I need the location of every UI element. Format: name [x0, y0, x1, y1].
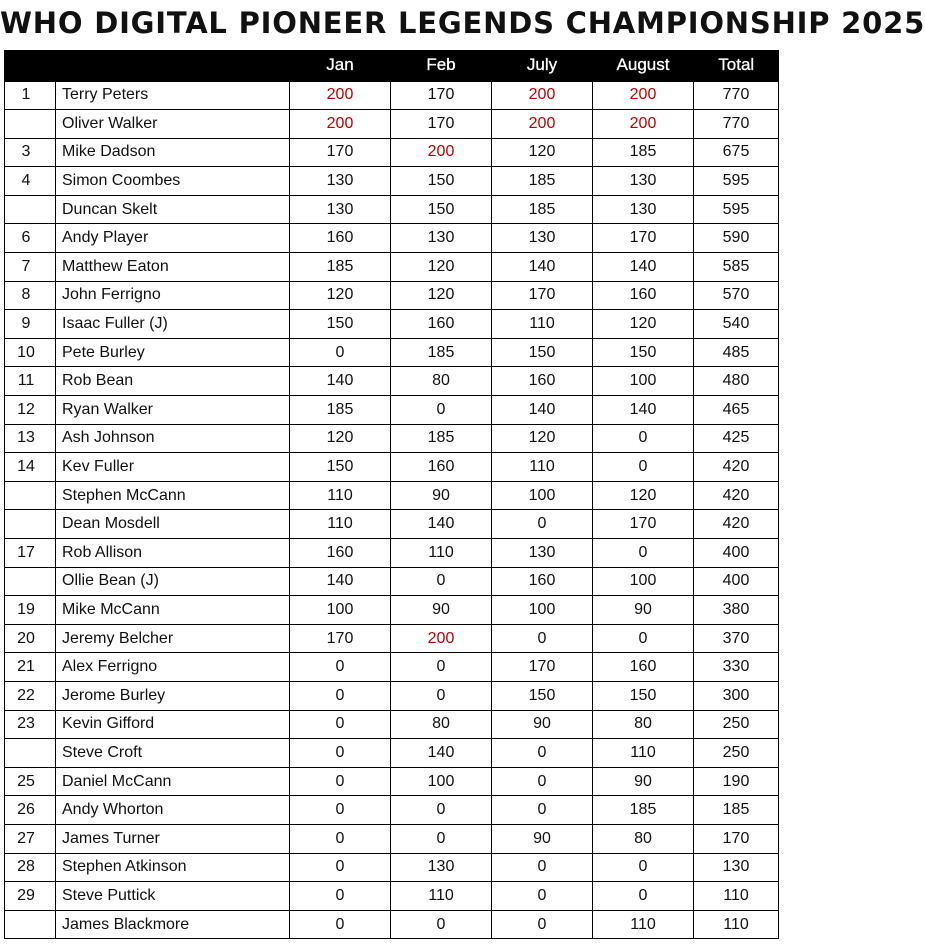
- jan-score-cell: 185: [290, 253, 391, 282]
- august-score-cell: 150: [593, 338, 694, 367]
- feb-score-cell: 0: [391, 910, 492, 939]
- name-cell: John Ferrigno: [56, 281, 290, 310]
- feb-score-cell: 100: [391, 767, 492, 796]
- august-score-cell: 170: [593, 224, 694, 253]
- august-score-cell: 0: [593, 539, 694, 568]
- table-row: [5, 195, 779, 224]
- name-cell: James Turner: [56, 824, 290, 853]
- feb-score-cell: 80: [391, 710, 492, 739]
- name-cell: Stephen Atkinson: [56, 853, 290, 882]
- table-row: [5, 510, 779, 539]
- jan-score-cell: 0: [290, 767, 391, 796]
- total-cell: 400: [694, 539, 779, 568]
- feb-score-cell: 130: [391, 224, 492, 253]
- position-cell: 1: [5, 81, 56, 110]
- jan-score-cell: 170: [290, 138, 391, 167]
- table-row: [5, 224, 779, 253]
- feb-score-cell: 140: [391, 739, 492, 768]
- july-score-cell: 150: [492, 681, 593, 710]
- table-row: [5, 481, 779, 510]
- position-cell: 9: [5, 310, 56, 339]
- august-score-cell: 185: [593, 796, 694, 825]
- name-cell: Pete Burley: [56, 338, 290, 367]
- table-row: [5, 539, 779, 568]
- name-cell: Andy Whorton: [56, 796, 290, 825]
- july-score-cell: 0: [492, 739, 593, 768]
- jan-score-cell: 140: [290, 567, 391, 596]
- table-row: [5, 739, 779, 768]
- august-score-cell: 0: [593, 424, 694, 453]
- column-header-position: [5, 50, 56, 81]
- position-cell: [5, 567, 56, 596]
- table-row: [5, 624, 779, 653]
- july-score-cell: 0: [492, 510, 593, 539]
- total-cell: 425: [694, 424, 779, 453]
- total-cell: 585: [694, 253, 779, 282]
- name-cell: Terry Peters: [56, 81, 290, 110]
- total-cell: 190: [694, 767, 779, 796]
- position-cell: 14: [5, 453, 56, 482]
- total-cell: 250: [694, 739, 779, 768]
- july-score-cell: 200: [492, 110, 593, 139]
- position-cell: 6: [5, 224, 56, 253]
- july-score-cell: 120: [492, 424, 593, 453]
- total-cell: 590: [694, 224, 779, 253]
- jan-score-cell: 160: [290, 224, 391, 253]
- jan-score-cell: 150: [290, 453, 391, 482]
- july-score-cell: 90: [492, 710, 593, 739]
- position-cell: 19: [5, 596, 56, 625]
- position-cell: 11: [5, 367, 56, 396]
- table-row: [5, 81, 779, 110]
- name-cell: Mike Dadson: [56, 138, 290, 167]
- jan-score-cell: 100: [290, 596, 391, 625]
- total-cell: 770: [694, 81, 779, 110]
- position-cell: 26: [5, 796, 56, 825]
- standings-table: [4, 50, 779, 939]
- feb-score-cell: 170: [391, 81, 492, 110]
- column-header-july: July: [492, 50, 593, 81]
- feb-score-cell: 160: [391, 453, 492, 482]
- position-cell: 13: [5, 424, 56, 453]
- table-row: [5, 796, 779, 825]
- position-cell: 4: [5, 167, 56, 196]
- july-score-cell: 110: [492, 310, 593, 339]
- jan-score-cell: 0: [290, 710, 391, 739]
- position-cell: 10: [5, 338, 56, 367]
- total-cell: 570: [694, 281, 779, 310]
- july-score-cell: 90: [492, 824, 593, 853]
- july-score-cell: 140: [492, 396, 593, 425]
- total-cell: 380: [694, 596, 779, 625]
- jan-score-cell: 0: [290, 910, 391, 939]
- total-cell: 420: [694, 481, 779, 510]
- table-row: [5, 596, 779, 625]
- column-header-august: August: [593, 50, 694, 81]
- total-cell: 595: [694, 195, 779, 224]
- name-cell: Duncan Skelt: [56, 195, 290, 224]
- august-score-cell: 110: [593, 739, 694, 768]
- position-cell: 28: [5, 853, 56, 882]
- feb-score-cell: 120: [391, 253, 492, 282]
- august-score-cell: 170: [593, 510, 694, 539]
- july-score-cell: 0: [492, 767, 593, 796]
- feb-score-cell: 185: [391, 424, 492, 453]
- name-cell: Rob Bean: [56, 367, 290, 396]
- july-score-cell: 185: [492, 167, 593, 196]
- jan-score-cell: 200: [290, 110, 391, 139]
- jan-score-cell: 110: [290, 510, 391, 539]
- position-cell: [5, 910, 56, 939]
- jan-score-cell: 0: [290, 653, 391, 682]
- name-cell: Matthew Eaton: [56, 253, 290, 282]
- position-cell: [5, 481, 56, 510]
- table-header: [5, 50, 779, 81]
- total-cell: 770: [694, 110, 779, 139]
- july-score-cell: 130: [492, 224, 593, 253]
- feb-score-cell: 150: [391, 195, 492, 224]
- table-row: [5, 110, 779, 139]
- august-score-cell: 185: [593, 138, 694, 167]
- total-cell: 250: [694, 710, 779, 739]
- july-score-cell: 110: [492, 453, 593, 482]
- position-cell: 17: [5, 539, 56, 568]
- august-score-cell: 150: [593, 681, 694, 710]
- table-row: [5, 853, 779, 882]
- name-cell: Andy Player: [56, 224, 290, 253]
- jan-score-cell: 0: [290, 681, 391, 710]
- total-cell: 400: [694, 567, 779, 596]
- august-score-cell: 80: [593, 710, 694, 739]
- feb-score-cell: 90: [391, 596, 492, 625]
- august-score-cell: 160: [593, 653, 694, 682]
- feb-score-cell: 160: [391, 310, 492, 339]
- jan-score-cell: 0: [290, 824, 391, 853]
- table-row: [5, 253, 779, 282]
- table-row: [5, 138, 779, 167]
- name-cell: Simon Coombes: [56, 167, 290, 196]
- feb-score-cell: 0: [391, 653, 492, 682]
- july-score-cell: 0: [492, 853, 593, 882]
- name-cell: Kevin Gifford: [56, 710, 290, 739]
- jan-score-cell: 130: [290, 195, 391, 224]
- position-cell: [5, 510, 56, 539]
- jan-score-cell: 200: [290, 81, 391, 110]
- jan-score-cell: 0: [290, 739, 391, 768]
- table-row: [5, 396, 779, 425]
- total-cell: 370: [694, 624, 779, 653]
- august-score-cell: 120: [593, 310, 694, 339]
- position-cell: 21: [5, 653, 56, 682]
- column-header-jan: Jan: [290, 50, 391, 81]
- total-cell: 480: [694, 367, 779, 396]
- feb-score-cell: 110: [391, 539, 492, 568]
- august-score-cell: 90: [593, 596, 694, 625]
- august-score-cell: 80: [593, 824, 694, 853]
- table-row: [5, 310, 779, 339]
- name-cell: Ryan Walker: [56, 396, 290, 425]
- table-row: [5, 710, 779, 739]
- feb-score-cell: 0: [391, 681, 492, 710]
- name-cell: Alex Ferrigno: [56, 653, 290, 682]
- position-cell: 7: [5, 253, 56, 282]
- feb-score-cell: 150: [391, 167, 492, 196]
- july-score-cell: 170: [492, 653, 593, 682]
- august-score-cell: 0: [593, 853, 694, 882]
- august-score-cell: 140: [593, 253, 694, 282]
- table-row: [5, 567, 779, 596]
- table-row: [5, 767, 779, 796]
- column-header-feb: Feb: [391, 50, 492, 81]
- jan-score-cell: 0: [290, 853, 391, 882]
- name-cell: Steve Puttick: [56, 882, 290, 911]
- total-cell: 420: [694, 510, 779, 539]
- table-row: [5, 882, 779, 911]
- position-cell: 29: [5, 882, 56, 911]
- name-cell: Isaac Fuller (J): [56, 310, 290, 339]
- column-header-name: [56, 50, 290, 81]
- august-score-cell: 130: [593, 195, 694, 224]
- jan-score-cell: 185: [290, 396, 391, 425]
- july-score-cell: 200: [492, 81, 593, 110]
- position-cell: 20: [5, 624, 56, 653]
- feb-score-cell: 185: [391, 338, 492, 367]
- july-score-cell: 0: [492, 882, 593, 911]
- august-score-cell: 90: [593, 767, 694, 796]
- july-score-cell: 170: [492, 281, 593, 310]
- august-score-cell: 0: [593, 882, 694, 911]
- table-row: [5, 453, 779, 482]
- table-row: [5, 338, 779, 367]
- july-score-cell: 100: [492, 596, 593, 625]
- table-row: [5, 281, 779, 310]
- table-body: [5, 81, 779, 939]
- position-cell: [5, 739, 56, 768]
- table-row: [5, 910, 779, 939]
- name-cell: Mike McCann: [56, 596, 290, 625]
- position-cell: [5, 195, 56, 224]
- position-cell: 27: [5, 824, 56, 853]
- jan-score-cell: 120: [290, 424, 391, 453]
- july-score-cell: 120: [492, 138, 593, 167]
- feb-score-cell: 0: [391, 567, 492, 596]
- august-score-cell: 0: [593, 624, 694, 653]
- name-cell: Steve Croft: [56, 739, 290, 768]
- july-score-cell: 0: [492, 796, 593, 825]
- august-score-cell: 140: [593, 396, 694, 425]
- table-row: [5, 424, 779, 453]
- position-cell: [5, 110, 56, 139]
- total-cell: 540: [694, 310, 779, 339]
- feb-score-cell: 200: [391, 624, 492, 653]
- header-row: [5, 50, 779, 81]
- august-score-cell: 160: [593, 281, 694, 310]
- feb-score-cell: 140: [391, 510, 492, 539]
- feb-score-cell: 200: [391, 138, 492, 167]
- july-score-cell: 130: [492, 539, 593, 568]
- july-score-cell: 0: [492, 910, 593, 939]
- name-cell: Kev Fuller: [56, 453, 290, 482]
- total-cell: 330: [694, 653, 779, 682]
- column-header-total: Total: [694, 50, 779, 81]
- table-row: [5, 653, 779, 682]
- position-cell: 25: [5, 767, 56, 796]
- position-cell: 8: [5, 281, 56, 310]
- jan-score-cell: 0: [290, 882, 391, 911]
- name-cell: Jeremy Belcher: [56, 624, 290, 653]
- position-cell: 12: [5, 396, 56, 425]
- feb-score-cell: 0: [391, 824, 492, 853]
- jan-score-cell: 160: [290, 539, 391, 568]
- august-score-cell: 100: [593, 567, 694, 596]
- jan-score-cell: 150: [290, 310, 391, 339]
- name-cell: Oliver Walker: [56, 110, 290, 139]
- total-cell: 595: [694, 167, 779, 196]
- jan-score-cell: 140: [290, 367, 391, 396]
- total-cell: 170: [694, 824, 779, 853]
- july-score-cell: 100: [492, 481, 593, 510]
- total-cell: 485: [694, 338, 779, 367]
- feb-score-cell: 170: [391, 110, 492, 139]
- total-cell: 110: [694, 910, 779, 939]
- feb-score-cell: 0: [391, 396, 492, 425]
- total-cell: 420: [694, 453, 779, 482]
- july-score-cell: 0: [492, 624, 593, 653]
- feb-score-cell: 110: [391, 882, 492, 911]
- name-cell: Ollie Bean (J): [56, 567, 290, 596]
- name-cell: Dean Mosdell: [56, 510, 290, 539]
- jan-score-cell: 0: [290, 796, 391, 825]
- table-row: [5, 681, 779, 710]
- july-score-cell: 160: [492, 367, 593, 396]
- jan-score-cell: 0: [290, 338, 391, 367]
- table-row: [5, 167, 779, 196]
- total-cell: 110: [694, 882, 779, 911]
- position-cell: 3: [5, 138, 56, 167]
- total-cell: 300: [694, 681, 779, 710]
- august-score-cell: 0: [593, 453, 694, 482]
- feb-score-cell: 130: [391, 853, 492, 882]
- jan-score-cell: 110: [290, 481, 391, 510]
- feb-score-cell: 120: [391, 281, 492, 310]
- name-cell: James Blackmore: [56, 910, 290, 939]
- august-score-cell: 200: [593, 110, 694, 139]
- jan-score-cell: 170: [290, 624, 391, 653]
- page-title: WHO DIGITAL PIONEER LEGENDS CHAMPIONSHIP 2025: [0, 6, 925, 40]
- table-row: [5, 367, 779, 396]
- july-score-cell: 160: [492, 567, 593, 596]
- total-cell: 675: [694, 138, 779, 167]
- name-cell: Ash Johnson: [56, 424, 290, 453]
- july-score-cell: 150: [492, 338, 593, 367]
- total-cell: 465: [694, 396, 779, 425]
- august-score-cell: 200: [593, 81, 694, 110]
- table-row: [5, 824, 779, 853]
- position-cell: 23: [5, 710, 56, 739]
- name-cell: Daniel McCann: [56, 767, 290, 796]
- feb-score-cell: 90: [391, 481, 492, 510]
- july-score-cell: 140: [492, 253, 593, 282]
- jan-score-cell: 120: [290, 281, 391, 310]
- august-score-cell: 120: [593, 481, 694, 510]
- jan-score-cell: 130: [290, 167, 391, 196]
- name-cell: Rob Allison: [56, 539, 290, 568]
- feb-score-cell: 80: [391, 367, 492, 396]
- august-score-cell: 100: [593, 367, 694, 396]
- name-cell: Stephen McCann: [56, 481, 290, 510]
- august-score-cell: 110: [593, 910, 694, 939]
- feb-score-cell: 0: [391, 796, 492, 825]
- position-cell: 22: [5, 681, 56, 710]
- july-score-cell: 185: [492, 195, 593, 224]
- total-cell: 130: [694, 853, 779, 882]
- total-cell: 185: [694, 796, 779, 825]
- name-cell: Jerome Burley: [56, 681, 290, 710]
- august-score-cell: 130: [593, 167, 694, 196]
